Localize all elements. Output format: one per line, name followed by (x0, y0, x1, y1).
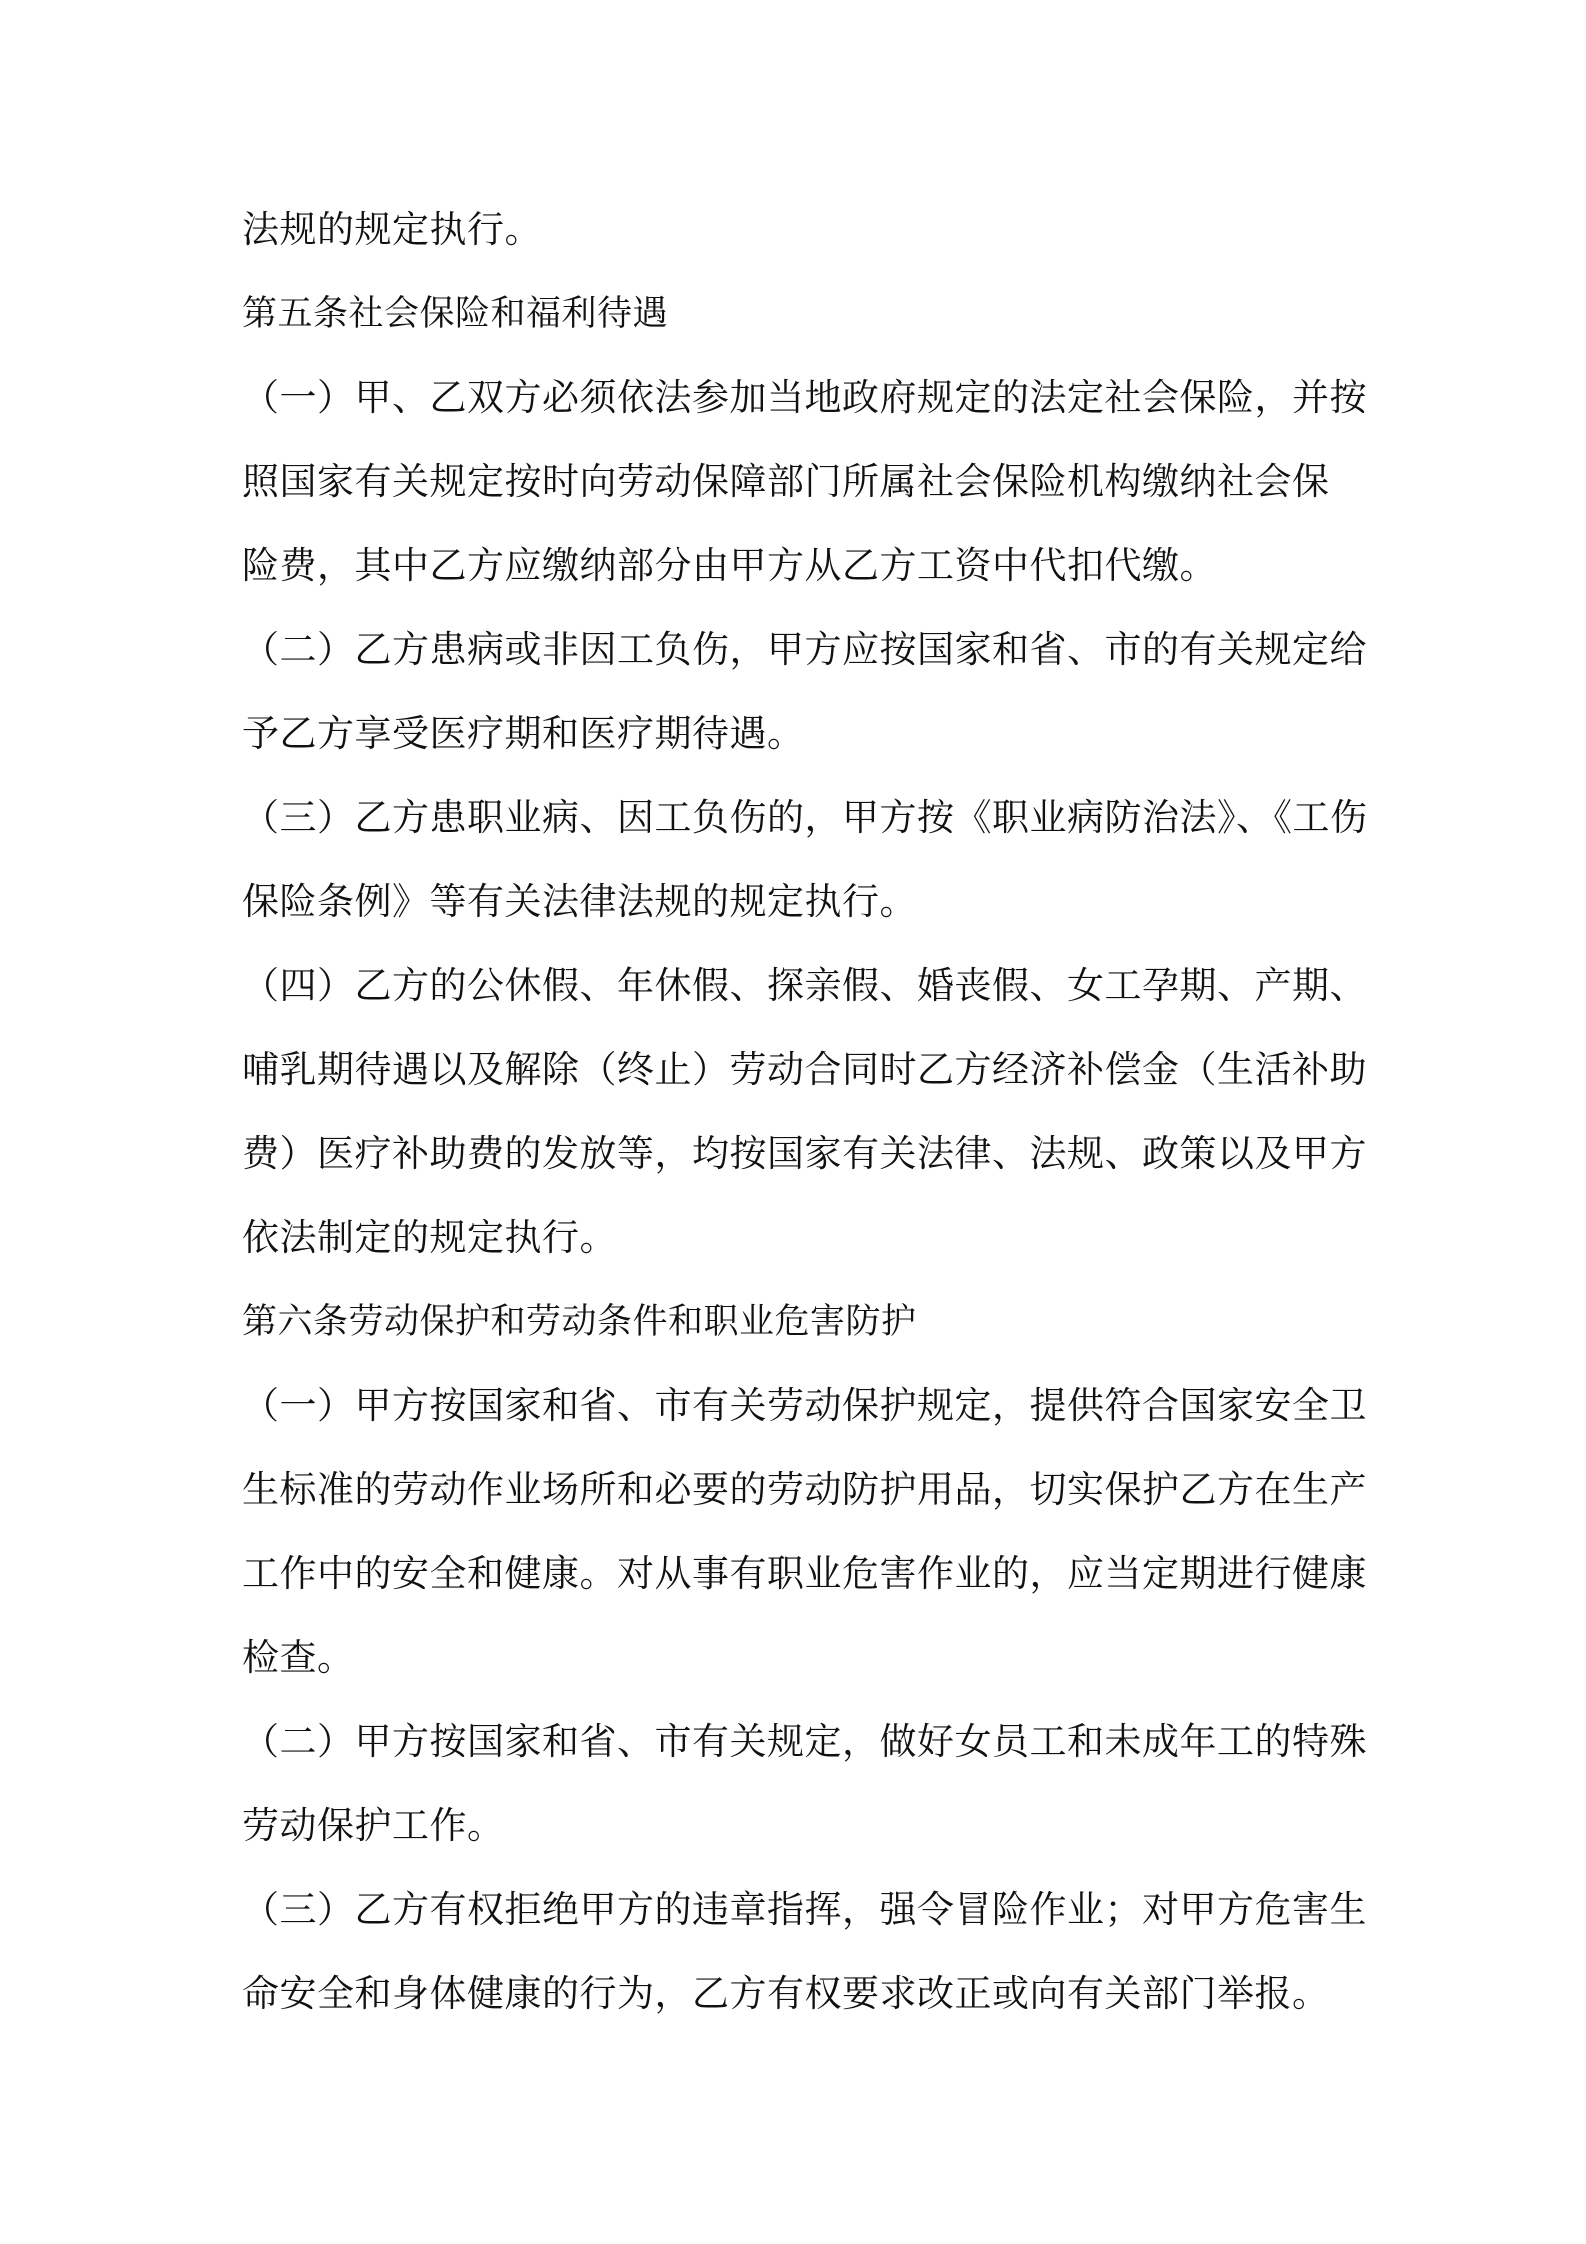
text-line: 照国家有关规定按时向劳动保障部门所属社会保险机构缴纳社会保 (242, 460, 1330, 503)
text-line: 保险条例》等有关法律法规的规定执行。 (242, 880, 917, 923)
text-line: （一）甲、乙双方必须依法参加当地政府规定的法定社会保险，并按 (242, 376, 1367, 419)
section-heading-5: 第五条社会保险和福利待遇 (242, 294, 669, 334)
text-line: 检查。 (242, 1636, 355, 1679)
text-line: （三）乙方患职业病、因工负伤的，甲方按《职业病防治法》、《工伤 (242, 796, 1368, 839)
text-line: 哺乳期待遇以及解除（终止）劳动合同时乙方经济补偿金（生活补助 (242, 1048, 1367, 1091)
text-line: （三）乙方有权拒绝甲方的违章指挥，强令冒险作业；对甲方危害生 (242, 1888, 1367, 1931)
text-line: 险费，其中乙方应缴纳部分由甲方从乙方工资中代扣代缴。 (242, 544, 1217, 587)
text-line: 予乙方享受医疗期和医疗期待遇。 (242, 712, 805, 755)
text-line: 费）医疗补助费的发放等，均按国家有关法律、法规、政策以及甲方 (242, 1132, 1367, 1175)
text-line: 生标准的劳动作业场所和必要的劳动防护用品，切实保护乙方在生产 (242, 1468, 1367, 1511)
text-line: 法规的规定执行。 (242, 208, 542, 251)
section-heading-6: 第六条劳动保护和劳动条件和职业危害防护 (242, 1302, 917, 1342)
text-line: 劳动保护工作。 (242, 1804, 505, 1847)
text-line: 工作中的安全和健康。对从事有职业危害作业的，应当定期进行健康 (242, 1552, 1367, 1595)
text-line: （二）乙方患病或非因工负伤，甲方应按国家和省、市的有关规定给 (242, 628, 1367, 671)
text-line: （一）甲方按国家和省、市有关劳动保护规定，提供符合国家安全卫 (242, 1384, 1367, 1427)
text-line: 命安全和身体健康的行为，乙方有权要求改正或向有关部门举报。 (242, 1972, 1330, 2015)
text-line: （四）乙方的公休假、年休假、探亲假、婚丧假、女工孕期、产期、 (242, 964, 1367, 1007)
text-line: （二）甲方按国家和省、市有关规定，做好女员工和未成年工的特殊 (242, 1720, 1367, 1763)
text-line: 依法制定的规定执行。 (242, 1216, 617, 1259)
